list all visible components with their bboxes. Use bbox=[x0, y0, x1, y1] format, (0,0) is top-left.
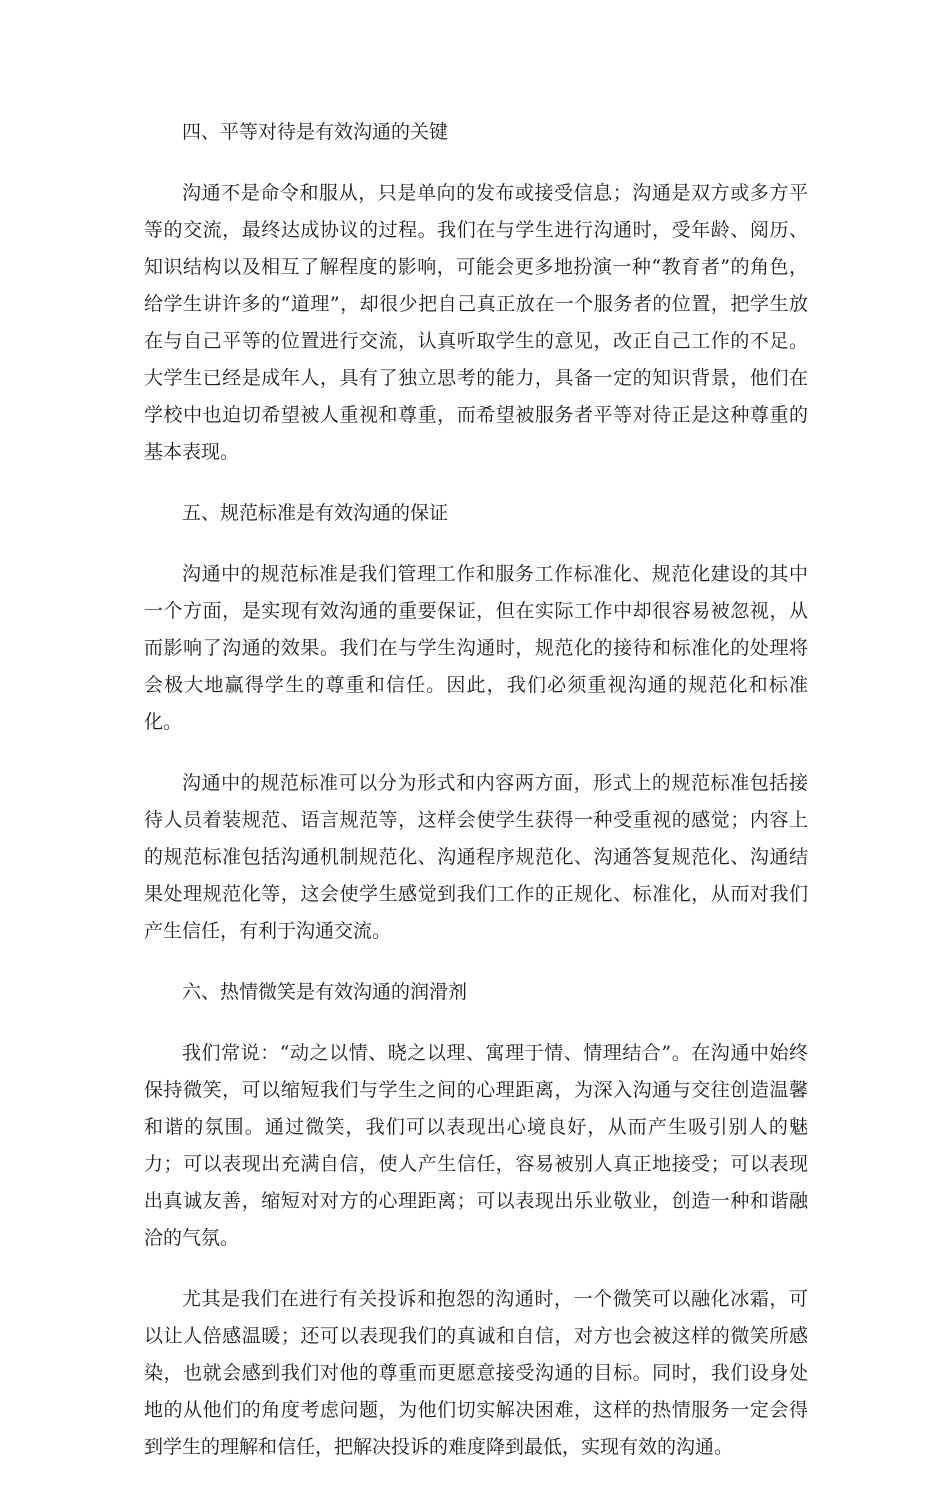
body-paragraph: 我们常说：“动之以情、晓之以理、寓理于情、情理结合”。在沟通中始终保持微笑，可以缩短我们与学生之间的心理距离，为深入沟通与交往创造温馨和谐的氛围。通过微笑，我们可以表现出心境良好，从而产生吸引别人的魅力；可以表现出充满自信，使人产生信任，容易被别人真正地接受；可以表现出真诚友善，缩短对对方的心理距离；可以表现出乐业敬业，创造一种和谐融洽的气氛。 bbox=[144, 1042, 808, 1249]
body-paragraph: 沟通中的规范标准是我们管理工作和服务工作标准化、规范化建设的其中一个方面，是实现有效沟通的重要保证，但在实际工作中却很容易被忽视，从而影响了沟通的效果。我们在与学生沟通时，规范化的接待和标准化的处理将会极大地赢得学生的尊重和信任。因此，我们必须重视沟通的规范化和标准化。 bbox=[144, 563, 808, 733]
section-equal-treatment bbox=[144, 114, 808, 471]
body-paragraph: 沟通中的规范标准可以分为形式和内容两方面，形式上的规范标准包括接待人员着装规范、语言规范等，这样会使学生获得一种受重视的感觉；内容上的规范标准包括沟通机制规范化、沟通程序规范化、沟通答复规范化、沟通结果处理规范化等，这会使学生感觉到我们工作的正规化、标准化，从而对我们产生信任，有利于沟通交流。 bbox=[144, 772, 808, 942]
section-smile bbox=[144, 974, 808, 1466]
document-body bbox=[144, 114, 808, 1490]
body-paragraph: 尤其是我们在进行有关投诉和抱怨的沟通时，一个微笑可以融化冰霜，可以让人倍感温暖；还可以表现我们的真诚和自信，对方也会被这样的微笑所感染，也就会感到我们对他的尊重而更愿意接受沟通的目标。同时，我们设身处地的从他们的角度考虑问题，为他们切实解决困难，这样的热情服务一定会得到学生的理解和信任，把解决投诉的难度降到最低，实现有效的沟通。 bbox=[144, 1288, 808, 1458]
section-standards bbox=[144, 495, 808, 950]
section-heading: 五、规范标准是有效沟通的保证 bbox=[182, 502, 449, 524]
section-heading: 六、热情微笑是有效沟通的润滑剂 bbox=[182, 981, 468, 1003]
section-heading: 四、平等对待是有效沟通的关键 bbox=[182, 121, 449, 143]
body-paragraph: 沟通不是命令和服从，只是单向的发布或接受信息；沟通是双方或多方平等的交流，最终达成协议的过程。我们在与学生进行沟通时，受年龄、阅历、知识结构以及相互了解程度的影响，可能会更多地扮演一种“教育者”的角色，给学生讲许多的“道理”，却很少把自己真正放在一个服务者的位置，把学生放在与自己平等的位置进行交流，认真听取学生的意见，改正自己工作的不足。大学生已经是成年人，具有了独立思考的能力，具备一定的知识背景，他们在学校中也迫切希望被人重视和尊重，而希望被服务者平等对待正是这种尊重的基本表现。 bbox=[144, 182, 808, 463]
